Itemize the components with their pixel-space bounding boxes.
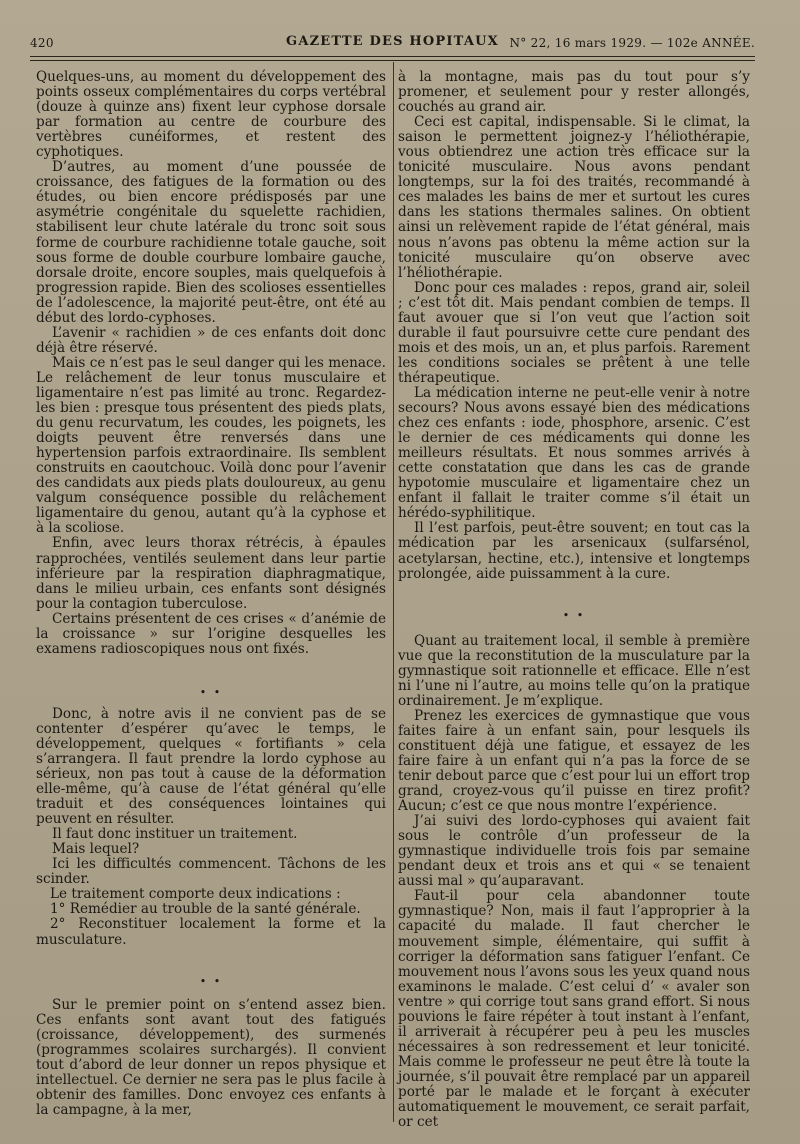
paragraph: D’autres, au moment d’une poussée de croissance, des fatigues de la formation ou des études, ou bien encore prédisposés par une asymétrie congénitale du squelette rachidien, stabilisent leur chute latérale du tronc soit sous forme de courbure rachidienne totale gauche, soit sous forme de double courbure lombaire gauche, dorsale droite, encore souples, mais quelquefois à progression rapide. Bien des scolioses essentielles de l’adolescence, la majorité peut-être, ont été au début des lordo-cyphoses. [36, 159, 386, 326]
paragraph: J’ai suivi des lordo-cyphoses qui avaient fait sous le contrôle d’un professeur de la gymnastique individuelle trois fois par semaine pendant deux et trois ans et qui « se tenaient aussi mal » qu’auparavant. [398, 813, 750, 890]
list-item: 1° Remédier au trouble de la santé générale. [50, 901, 361, 918]
column-divider [393, 62, 394, 1122]
paragraph: Prenez les exercices de gymnastique que vous faites faire à un enfant sain, pour lesquels ils constituent déjà une fatigue, et essayez de les faire faire à un enfant qui n’a pas la force de se tenir debout parce que c’est pour lui un effort trop grand, croyez-vous qu’il puisse en tirez profit? Aucun; c’est ce que nous montre l’expérience. [398, 707, 750, 815]
paragraph: à la montagne, mais pas du tout pour s’y promener, et seulement pour y rester allongés, couchés au grand air. [398, 69, 750, 116]
left-column [36, 70, 386, 1118]
indication-list [36, 887, 386, 947]
section-separator: • • [199, 974, 223, 988]
paragraph: Quelques-uns, au moment du développement des points osseux complémentaires du corps vertébral (douze à quinze ans) fixent leur cyphose dorsale par formation au centre de courbure des vertèbres cunéiformes, et restent des cyphotiques. [36, 69, 386, 161]
paragraph: Sur le premier point on s’entend assez bien. Ces enfants sont avant tout des fatigués (croissance, développement), des surmenés (programmes scolaires surchargés). Il convient tout d’abord de leur donner un repos physique et intellectuel. Ce dernier ne sera pas le plus facile à obtenir des familles. Donc envoyez ces enfants à la campagne, à la mer, [36, 996, 386, 1118]
paragraph: Donc, à notre avis il ne convient pas de se contenter d’espérer qu’avec le temps, le développement, quelques « fortifiants » cela s’arrangera. Il faut prendre la lordo cyphose au sérieux, non pas tout à cause de la déformation elle-même, qu’à cause de l’état général qu’elle traduit et des conséquences lointaines qui peuvent en résulter. [36, 705, 386, 828]
paragraph: Donc pour ces malades : repos, grand air, soleil ; c’est tôt dit. Mais pendant combien de temps. Il faut avouer que si l’on veut que l’action soit durable il faut poursuivre cette cure pendant des mois et des mois, un an, et plus parfois. Rarement les conditions sociales se prêtent à une telle thérapeutique. [398, 279, 750, 386]
paragraph: Certains présentent de ces crises « d’anémie de la croissance » sur l’origine desquelles les examens radioscopiques nous ont fixés. [36, 610, 386, 657]
paragraph: Quant au traitement local, il semble à première vue que la reconstitution de la musculature par la gymnastique soit rationnelle et efficace. Elle n’est ni l’une ni l’autre, au moins telle qu’on la pratique ordinairement. Je m’explique. [398, 632, 750, 709]
paragraph: Mais lequel? [52, 841, 140, 858]
section-separator: • • [562, 608, 586, 622]
page-number: 420 [30, 36, 54, 50]
paragraph: Il l’est parfois, peut-être souvent; en tout cas la médication par les arsenicaux (sulfarsénol, acetylarsan, hectine, etc.), intensive et longtemps prolongée, aide puissamment à la cure. [398, 520, 750, 582]
paragraph: Mais ce n’est pas le seul danger qui les menace. Le relâchement de leur tonus musculaire et ligamentaire n’est pas limité au tronc. Regardez-les bien : presque tous présentent des pieds plats, du genu recurvatum, les coudes, les poignets, les doigts peuvent être renversés dans une hypertension parfois extraordinaire. Ils semblent construits en caoutchouc. Voilà donc pour l’avenir des candidats aux pieds plats douloureux, au genu valgum conséquence possible du relâchement ligamentaire du genou, autant qu’à la cyphose et à la scoliose. [36, 354, 386, 537]
header-rule-bottom [30, 60, 755, 61]
journal-title: GAZETTE DES HOPITAUX [286, 34, 499, 49]
paragraph: Il faut donc instituer un traitement. [52, 826, 298, 843]
paragraph: Le traitement comporte deux indications : [50, 886, 341, 903]
paragraph: Faut-il pour cela abandonner toute gymnastique? Non, mais il faut l’approprier à la capacité du malade. Il faut chercher le mouvement simple, élémentaire, qui suffit à corriger la déformation sans fatiguer l’enfant. Ce mouvement nous l’avons sous les yeux quand nous examinons le malade. C’est celui d’ « avaler son ventre » qui corrige tout sans grand effort. Si nous pouvions le faire répéter à tout instant à l’enfant, il arriverait à récupérer peu à peu les muscles nécessaires à son redressement et leur tonicité. Mais comme le professeur ne peut être là toute la journée, s’il pouvait être remplacé par un appareil porté par le malade et le forçant à exécuter automatiquement le mouvement, ce serait parfait, or cet [398, 888, 750, 1131]
right-column [398, 70, 750, 1130]
paragraph: Ici les difficultés commencent. Tâchons de les scinder. [36, 856, 386, 888]
issue-info: N° 22, 16 mars 1929. — 102e ANNÉE. [509, 36, 755, 50]
paragraph: Enfin, avec leurs thorax rétrécis, à épaules rapprochées, ventilés seulement dans leur partie inférieure par la respiration diaphragmatique, dans le milieu urbain, ces enfants sont désignés pour la contagion tuberculose. [36, 535, 386, 612]
page-header [30, 34, 755, 54]
header-rule-top [30, 56, 755, 57]
paragraph: L’avenir « rachidien » de ces enfants doit donc déjà être réservé. [36, 324, 386, 356]
paragraph: Ceci est capital, indispensable. Si le climat, la saison le permettent joignez-y l’héliothérapie, vous obtiendrez une action très efficace sur la tonicité musculaire. Nous avons pendant longtemps, sur la foi des traités, recommandé à ces malades les bains de mer et surtout les cures dans les stations thermales salines. On obtient ainsi un relèvement rapide de l’état général, mais nous n’avons pas obtenu la même action sur la tonicité musculaire qu’on observe avec l’héliothérapie. [398, 114, 750, 281]
paragraph: La médication interne ne peut-elle venir à notre secours? Nous avons essayé bien des médications chez ces enfants : iode, phosphore, arsenic. C’est le dernier de ces médicaments qui donne les meilleurs résultats. Et nous sommes arrivés à cette constatation que dans les cas de grande hypotomie musculaire et ligamentaire chez un enfant il fallait le traiter comme s’il était un hérédo-syphilitique. [398, 384, 750, 522]
section-separator: • • [199, 685, 223, 699]
list-item: 2° Reconstituer localement la forme et la musculature. [36, 916, 386, 948]
